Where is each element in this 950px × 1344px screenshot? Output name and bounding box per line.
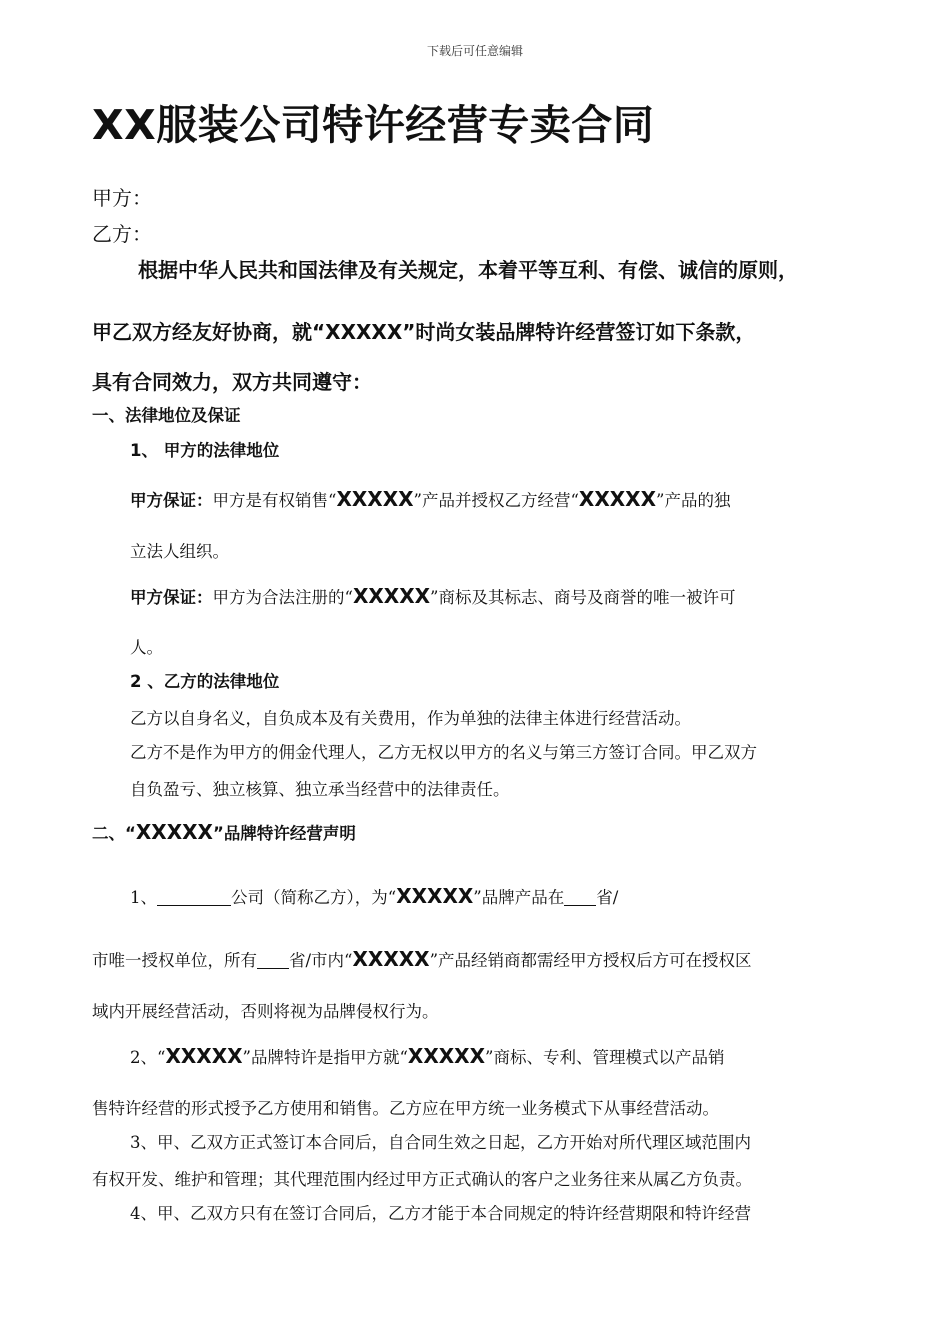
guarantee-1-line-2: 立法人组织。: [130, 542, 229, 561]
party-b-label: 乙方：: [92, 222, 152, 246]
intro-line-3: 具有合同效力，双方共同遵守：: [92, 370, 372, 394]
item-1-line-2-text-b: 省/市内“: [289, 951, 353, 970]
item-2-text-a: 2、“: [130, 1048, 166, 1067]
brand-name: XXXXX: [352, 947, 430, 971]
party-b-status-p1: 乙方以自身名义，自负成本及有关费用，作为单独的法律主体进行经营活动。: [130, 709, 691, 728]
item-1-line-2-text-c: ”产品经销商都需经甲方授权后方可在授权区: [429, 951, 752, 970]
section-1-heading: 一、法律地位及保证: [92, 406, 241, 425]
guarantee-2-line-2: 人。: [130, 638, 163, 657]
item-1-number: 1、: [130, 888, 157, 907]
section-2-heading-prefix: 二、“: [92, 824, 136, 843]
party-a-label: 甲方：: [92, 186, 152, 210]
blank-province-field-2[interactable]: [257, 952, 289, 970]
item-1-line-2: [92, 947, 752, 971]
guarantee-2-text-a: 甲方为合法注册的“: [212, 588, 353, 607]
brand-name: XXXXX: [396, 884, 474, 908]
item-1-line-2-text-a: 市唯一授权单位，所有: [92, 951, 257, 970]
item-3-line-1: 3、甲、乙双方正式签订本合同后，自合同生效之日起，乙方开始对所代理区域范围内: [130, 1133, 751, 1152]
party-b-status-p2-line-2: 自负盈亏、独立核算、独立承当经营中的法律责任。: [130, 780, 510, 799]
guarantee-label: 甲方保证：: [130, 491, 213, 510]
item-1-text-c: ”品牌产品在: [473, 888, 565, 907]
guarantee-1-line-1: [130, 487, 730, 511]
brand-name: XXXXX: [352, 584, 431, 608]
item-3-line-2: 有权开发、维护和管理；其代理范围内经过甲方正式确认的客户之业务往来从属乙方负责。: [92, 1170, 752, 1189]
guarantee-label: 甲方保证：: [130, 588, 213, 607]
section-1-sub-2: 2 、乙方的法律地位: [130, 672, 280, 691]
item-1-line-1: [130, 884, 618, 908]
blank-province-field[interactable]: [564, 889, 596, 907]
item-2-text-b: ”品牌特许是指甲方就“: [242, 1048, 408, 1067]
item-4-line-1: 4、甲、乙双方只有在签订合同后，乙方才能于本合同规定的特许经营期限和特许经营: [130, 1204, 751, 1223]
item-2-line-2: 售特许经营的形式授予乙方使用和销售。乙方应在甲方统一业务模式下从事经营活动。: [92, 1099, 719, 1118]
brand-name: XXXXX: [578, 487, 657, 511]
section-1-sub-1: 1、 甲方的法律地位: [130, 441, 280, 460]
brand-name: XXXXX: [407, 1044, 486, 1068]
item-2-text-c: ”商标、专利、管理模式以产品销: [485, 1048, 725, 1067]
party-b-status-p2-line-1: 乙方不是作为甲方的佣金代理人，乙方无权以甲方的名义与第三方签订合同。甲乙双方: [130, 743, 757, 762]
section-2-heading-suffix: ”品牌特许经营声明: [212, 824, 356, 843]
blank-company-field[interactable]: [157, 889, 231, 907]
section-2-heading: [92, 820, 356, 844]
intro-line-2-prefix: 甲乙双方经友好协商，就“: [92, 320, 326, 344]
intro-line-2: [92, 316, 755, 345]
brand-name: XXXXX: [336, 487, 414, 511]
item-1-text-d: 省/: [596, 888, 619, 907]
guarantee-1-text-c: ”产品的独: [656, 491, 731, 510]
item-1-line-3: 域内开展经营活动，否则将视为品牌侵权行为。: [92, 1002, 439, 1021]
item-2-line-1: [130, 1044, 724, 1068]
guarantee-2-line-1: [130, 584, 735, 608]
item-1-text-b: 公司（简称乙方），为“: [231, 888, 397, 907]
page-title: XX服装公司特许经营专卖合同: [92, 101, 655, 149]
brand-name: XXXXX: [325, 320, 403, 344]
header-note: 下载后可任意编辑: [426, 44, 523, 58]
guarantee-1-text-b: ”产品并授权乙方经营“: [413, 491, 579, 510]
intro-line-1: 根据中华人民共和国法律及有关规定，本着平等互利、有偿、诚信的原则，: [138, 258, 798, 282]
brand-name: XXXXX: [165, 1044, 243, 1068]
intro-line-2-suffix: ”时尚女装品牌特许经营签订如下条款，: [402, 320, 756, 344]
guarantee-2-text-b: ”商标及其标志、商号及商誉的唯一被许可: [430, 588, 736, 607]
brand-name: XXXXX: [135, 820, 213, 844]
guarantee-1-text-a: 甲方是有权销售“: [212, 491, 337, 510]
